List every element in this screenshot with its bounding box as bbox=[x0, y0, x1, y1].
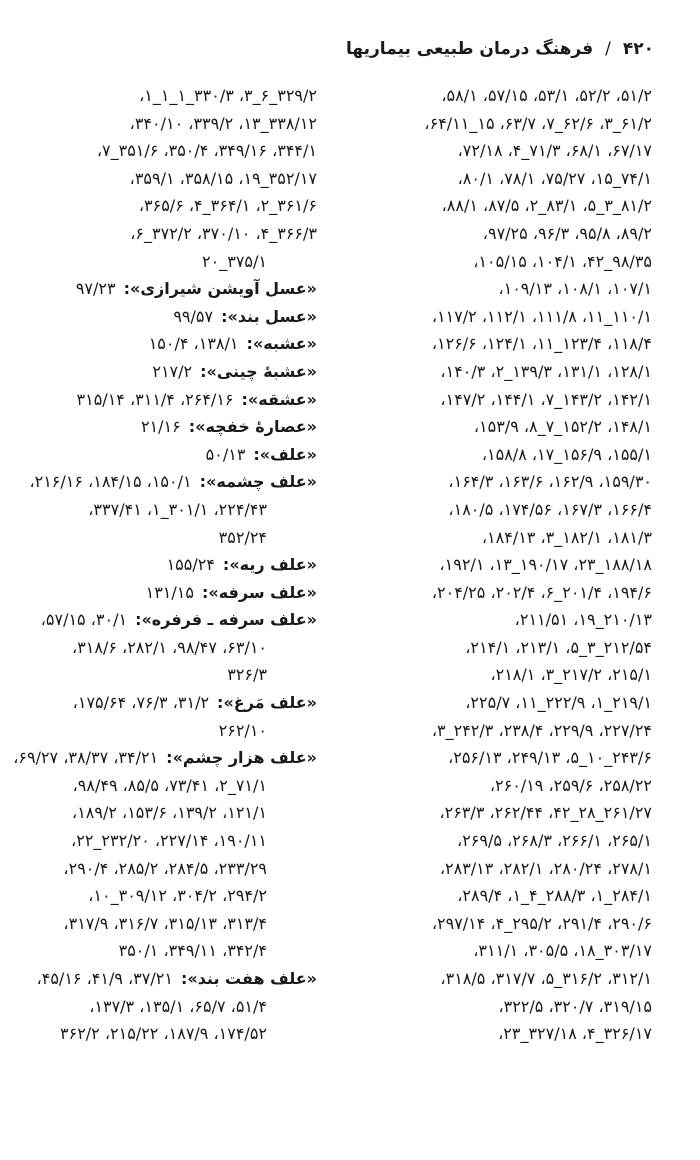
entry-page-references: ۱۹۰/۱۱، ۲۲۷/۱۴، ۲۳۲/۲۰_۲۲، bbox=[71, 831, 267, 851]
index-line bbox=[17, 1020, 317, 1048]
entry-term: «عصارهٔ خفچه»: bbox=[188, 417, 317, 437]
index-entry bbox=[17, 386, 317, 414]
book-title: فرهنگ درمان طبیعی بیماریها bbox=[346, 39, 594, 59]
entry-page-references: ۳۴۴/۱، ۳۴۹/۱۶، ۳۵۰/۴، ۳۵۱/۶_۷، bbox=[96, 141, 317, 161]
index-line: ۲۶۱/۲۷_۲۸_۴۲، ۲۶۲/۴۴، ۲۶۳/۳، bbox=[439, 803, 652, 823]
entry-page-references: ۳۴۲/۴، ۳۴۹/۱۱، ۳۵۰/۱ bbox=[118, 941, 267, 961]
index-line bbox=[17, 827, 317, 855]
index-line: ۱۹۴/۶، ۲۰۱/۴_۶، ۲۰۲/۴، ۲۰۴/۲۵، bbox=[431, 582, 652, 602]
entry-term: «عشبهٔ چینی»: bbox=[200, 361, 317, 381]
index-line: ۱۱۸/۴، ۱۲۳/۴_۱۱، ۱۲۴/۱، ۱۲۶/۶، bbox=[431, 334, 652, 354]
index-line bbox=[17, 110, 317, 138]
index-line: ۳۱۹/۱۵، ۳۲۰/۷، ۳۲۲/۵، bbox=[498, 996, 652, 1016]
entry-page-references: ۶۳/۱۰، ۹۸/۴۷، ۲۸۲/۱، ۳۱۸/۶، bbox=[72, 637, 267, 657]
index-line: ۱۵۵/۱، ۱۵۶/۹_۱۷، ۱۵۸/۸، bbox=[481, 444, 652, 464]
index-entry bbox=[17, 413, 317, 441]
index-line: ۳۱۲/۱، ۳۱۶/۲_۵، ۳۱۷/۷، ۳۱۸/۵، bbox=[440, 969, 652, 988]
entry-page-references: ۳۱۳/۴، ۳۱۵/۱۳، ۳۱۶/۷، ۳۱۷/۹، bbox=[63, 913, 267, 933]
entry-term: «علف»: bbox=[253, 444, 317, 464]
index-entry bbox=[17, 358, 317, 386]
entry-page-references: ۵۰/۱۳ bbox=[205, 444, 246, 464]
index-entry bbox=[17, 579, 317, 607]
index-line: ۲۲۷/۲۴، ۲۲۹/۹، ۲۳۸/۴، ۲۴۲/۳_۳، bbox=[431, 720, 652, 740]
entry-page-references: ۳۲۶/۳ bbox=[227, 665, 267, 685]
entry-page-references: ۹۹/۵۷ bbox=[173, 306, 214, 326]
entry-term: «علف ریه»: bbox=[222, 555, 317, 575]
index-entry bbox=[17, 330, 317, 358]
index-line: ۹۸/۳۵_۴۲، ۱۰۴/۱، ۱۰۵/۱۵، bbox=[473, 251, 652, 271]
entry-page-references: ۹۷/۲۳ bbox=[75, 279, 116, 299]
entry-term: «علف هفت بند»: bbox=[180, 969, 317, 988]
entry-term: «علف سرفه ـ فرفره»: bbox=[135, 610, 317, 630]
index-line bbox=[17, 910, 317, 938]
index-line: ۲۵۸/۲۲، ۲۵۹/۶، ۲۶۰/۱۹، bbox=[489, 775, 652, 795]
entry-page-references: ۳۳۸/۱۲_۱۳، ۳۳۹/۲، ۳۴۰/۱۰، bbox=[129, 113, 317, 133]
index-line bbox=[17, 165, 317, 193]
index-line bbox=[17, 855, 317, 883]
index-line bbox=[17, 137, 317, 165]
index-line: ۳۲۶/۱۷_۴، ۳۲۷/۱۸_۲۳، bbox=[498, 1024, 652, 1044]
entry-page-references: ۵۱/۴، ۶۵/۷، ۱۳۵/۱، ۱۳۷/۳، bbox=[89, 996, 267, 1016]
page-number: ۴۲۰ bbox=[622, 39, 654, 59]
left-index-column bbox=[13, 82, 317, 1048]
page-header bbox=[346, 34, 654, 64]
entry-page-references: ۱۳۸/۱، ۱۵۰/۴ bbox=[148, 334, 239, 354]
index-line bbox=[17, 248, 317, 276]
entry-page-references: ۳۶۱/۶_۲، ۳۶۴/۱_۴، ۳۶۵/۶، bbox=[138, 196, 317, 216]
index-entry bbox=[17, 303, 317, 331]
index-line: ۸۱/۲_۳_۵، ۸۳/۱_۲، ۸۷/۵، ۸۸/۱، bbox=[441, 196, 652, 216]
index-line: ۲۱۲/۵۴_۳_۵، ۲۱۳/۱، ۲۱۴/۱، bbox=[465, 637, 652, 657]
index-line: ۸۹/۲، ۹۵/۸، ۹۶/۳، ۹۷/۲۵، bbox=[482, 223, 652, 243]
entry-page-references: ۳۵۲/۲۴ bbox=[218, 527, 267, 547]
index-line bbox=[17, 220, 317, 248]
index-line bbox=[17, 799, 317, 827]
entry-page-references: ۳۰/۱، ۵۷/۱۵، bbox=[40, 610, 128, 630]
entry-term: «عشبه»: bbox=[246, 334, 317, 354]
entry-page-references: ۱۵۵/۲۴ bbox=[166, 555, 215, 575]
index-entry bbox=[17, 275, 317, 303]
entry-page-references: ۲۶۲/۱۰ bbox=[218, 720, 267, 740]
entry-page-references: ۳۴/۲۱، ۳۸/۳۷، ۶۹/۲۷، bbox=[13, 748, 159, 768]
index-line: ۱۶۶/۴، ۱۶۷/۳، ۱۷۴/۵۶، ۱۸۰/۵، bbox=[448, 499, 652, 519]
index-entry bbox=[17, 468, 317, 496]
index-line: ۲۱۵/۱، ۲۱۷/۲_۳، ۲۱۸/۱، bbox=[490, 665, 652, 685]
index-line bbox=[17, 937, 317, 965]
index-line: ۲۷۸/۱، ۲۸۰/۲۴، ۲۸۲/۱، ۲۸۳/۱۳، bbox=[439, 858, 652, 878]
index-entry bbox=[17, 965, 317, 993]
entry-page-references: ۳۷/۲۱، ۴۱/۹، ۴۵/۱۶، bbox=[36, 969, 173, 988]
entry-term: «عسل بند»: bbox=[221, 306, 317, 326]
index-line: ۲۹۰/۶، ۲۹۱/۴، ۲۹۵/۲_۴، ۲۹۷/۱۴، bbox=[431, 913, 652, 933]
entry-page-references: ۳۱/۲، ۷۶/۳، ۱۷۵/۶۴، bbox=[72, 693, 210, 713]
entry-page-references: ۳۲۹/۲_۶_۳، ۳۳۰/۳_۱_۱_۱، bbox=[139, 86, 317, 105]
index-line bbox=[17, 192, 317, 220]
index-line bbox=[17, 524, 317, 552]
index-line: ۱۴۸/۱، ۱۵۲/۲_۷_۸، ۱۵۳/۹، bbox=[473, 417, 652, 437]
index-entry bbox=[13, 744, 317, 772]
index-entry bbox=[17, 551, 317, 579]
index-line: ۲۶۵/۱، ۲۶۶/۱، ۲۶۸/۳، ۲۶۹/۵، bbox=[457, 831, 652, 851]
entry-term: «علف سرفه»: bbox=[201, 582, 317, 602]
index-entry bbox=[17, 441, 317, 469]
index-entry bbox=[17, 689, 317, 717]
index-line: ۱۴۲/۱، ۱۴۳/۲_۷، ۱۴۴/۱، ۱۴۷/۲، bbox=[440, 389, 652, 409]
index-entry bbox=[17, 606, 317, 634]
entry-page-references: ۲۱/۱۶ bbox=[140, 417, 181, 437]
index-line: ۲۱۰/۱۳_۱۹، ۲۱۱/۵۱، bbox=[514, 610, 652, 630]
entry-term: «علف هزار چشم»: bbox=[166, 748, 317, 768]
index-line: ۱۰۷/۱، ۱۰۸/۱، ۱۰۹/۱۳، bbox=[498, 279, 652, 299]
index-line: ۳۰۳/۱۷_۱۸، ۳۰۵/۵، ۳۱۱/۱، bbox=[473, 941, 652, 961]
entry-term: «عشقه»: bbox=[241, 389, 317, 409]
entry-page-references: ۱۲۱/۱، ۱۳۹/۲، ۱۵۳/۶، ۱۸۹/۲، bbox=[72, 803, 267, 823]
entry-term: «علف چشمه»: bbox=[199, 472, 317, 492]
index-line: ۵۱/۲، ۵۲/۲، ۵۳/۱، ۵۷/۱۵، ۵۸/۱، bbox=[441, 86, 652, 105]
header-separator: / bbox=[605, 39, 611, 59]
right-index-column bbox=[360, 82, 652, 1048]
index-line: ۷۴/۱_۱۵، ۷۵/۲۷، ۷۸/۱، ۸۰/۱، bbox=[457, 168, 652, 188]
entry-term: «علف مَرغ»: bbox=[217, 693, 317, 713]
index-line: ۱۵۹/۳۰، ۱۶۲/۹، ۱۶۳/۶، ۱۶۴/۳، bbox=[448, 472, 652, 492]
index-line: ۲۸۴/۱_۱، ۲۸۸/۳_۴_۱، ۲۸۹/۴، bbox=[457, 886, 652, 906]
index-line: ۱۸۱/۳، ۱۸۲/۱_۳، ۱۸۴/۱۳، bbox=[481, 527, 652, 547]
entry-page-references: ۳۷۵/۱_۲۰ bbox=[202, 251, 267, 271]
index-line: ۶۷/۱۷، ۶۸/۱، ۷۱/۳_۴، ۷۲/۱۸، bbox=[457, 141, 652, 161]
entry-page-references: ۲۱۷/۲ bbox=[152, 361, 193, 381]
entry-page-references: ۲۶۴/۱۶، ۳۱۱/۴، ۳۱۵/۱۴ bbox=[76, 389, 234, 409]
index-line bbox=[17, 496, 317, 524]
index-line bbox=[17, 882, 317, 910]
entry-page-references: ۲۳۳/۲۹، ۲۸۴/۵، ۲۸۵/۲، ۲۹۰/۴، bbox=[63, 858, 267, 878]
entry-page-references: ۳۵۲/۱۷_۱۹، ۳۵۸/۱۵، ۳۵۹/۱، bbox=[129, 168, 317, 188]
entry-page-references: ۲۹۴/۲، ۳۰۴/۲، ۳۰۹/۱۲_۱۰، bbox=[88, 886, 267, 906]
index-line bbox=[17, 634, 317, 662]
entry-page-references: ۳۶۶/۳_۴، ۳۷۰/۱۰، ۳۷۲/۲_۶، bbox=[130, 223, 317, 243]
entry-term: «عسل آویشن شیرازی»: bbox=[123, 279, 317, 299]
entry-page-references: ۱۷۴/۵۲، ۱۸۷/۹، ۲۱۵/۲۲، ۳۶۲/۲ bbox=[60, 1024, 267, 1044]
index-line: ۱۸۸/۱۸_۲۳، ۱۹۰/۱۷_۱۳، ۱۹۲/۱، bbox=[439, 555, 652, 575]
index-line bbox=[17, 772, 317, 800]
index-line bbox=[17, 993, 317, 1021]
entry-page-references: ۱۵۰/۱، ۱۸۴/۱۵، ۲۱۶/۱۶، bbox=[29, 472, 192, 492]
entry-page-references: ۲۲۴/۴۳، ۳۰۱/۱_۱، ۳۳۷/۴۱، bbox=[88, 499, 267, 519]
index-line: ۱۲۸/۱، ۱۳۱/۱، ۱۳۹/۳_۲، ۱۴۰/۳، bbox=[440, 361, 652, 381]
index-line: ۲۱۹/۱_۱، ۲۲۲/۹_۱۱، ۲۲۵/۷، bbox=[465, 693, 652, 713]
index-line: ۱۱۰/۱_۱۱، ۱۱۱/۸، ۱۱۲/۱، ۱۱۷/۲، bbox=[431, 306, 652, 326]
index-line bbox=[17, 717, 317, 745]
entry-page-references: ۷۱/۱_۲، ۷۳/۴۱، ۸۵/۵، ۹۸/۴۹، bbox=[72, 775, 267, 795]
index-line: ۶۱/۲_۳، ۶۲/۶_۷، ۶۳/۷، ۱۵_۶۴/۱۱، bbox=[424, 113, 652, 133]
index-line: ۲۴۳/۶_۱۰_۵، ۲۴۹/۱۳، ۲۵۶/۱۳، bbox=[448, 748, 652, 768]
entry-page-references: ۱۳۱/۱۵ bbox=[145, 582, 194, 602]
index-line bbox=[17, 82, 317, 110]
index-line bbox=[17, 661, 317, 689]
